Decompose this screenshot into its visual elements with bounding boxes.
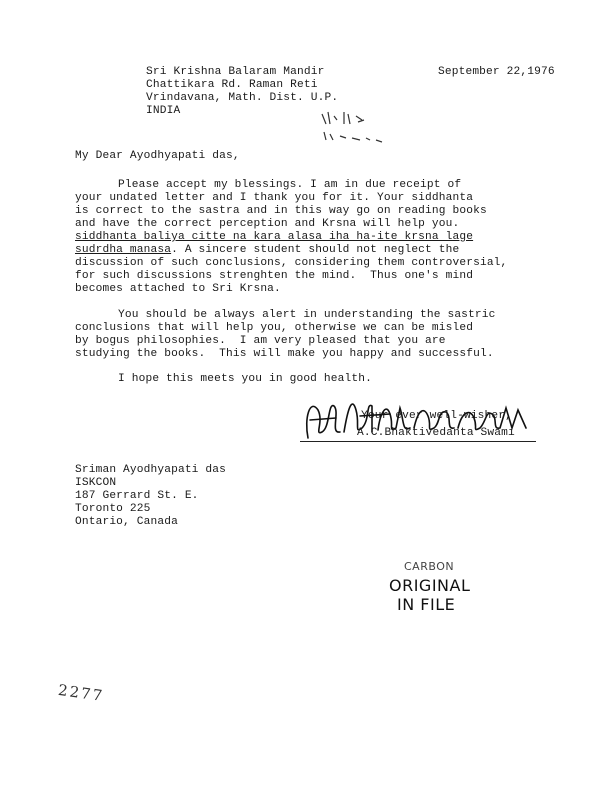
- recipient-line: 187 Gerrard St. E.: [75, 490, 199, 502]
- address-line: Chattikara Rd. Raman Reti: [146, 79, 318, 91]
- signature-rule: [300, 441, 536, 442]
- text-line: [75, 244, 459, 257]
- recipient-line: Toronto 225: [75, 503, 151, 515]
- recipient-line: ISKCON: [75, 477, 117, 489]
- letter-date: September 22,1976: [438, 66, 555, 78]
- original-label: ORIGINAL: [389, 576, 471, 595]
- valediction: Your ever well-wisher,: [361, 410, 512, 422]
- receipt-stamp-mark: [318, 108, 388, 150]
- closing-line: I hope this meets you in good health.: [118, 373, 372, 385]
- address-line: Vrindavana, Math. Dist. U.P.: [146, 92, 339, 104]
- signatory-name: A.C.Bhaktivedanta Swami: [357, 427, 515, 439]
- text-line: by bogus philosophies. I am very pleased that you are: [75, 335, 446, 347]
- text-line: and have the correct perception and Krsna will help you.: [75, 218, 460, 230]
- in-file-label: IN FILE: [397, 595, 456, 614]
- carbon-label: CARBON: [404, 560, 455, 573]
- text-line: conclusions that will help you, otherwise we can be misled: [75, 322, 474, 334]
- address-line: INDIA: [146, 105, 181, 117]
- salutation: My Dear Ayodhyapati das,: [75, 150, 240, 162]
- text-line: becomes attached to Sri Krsna.: [75, 283, 281, 295]
- text-span: . A sincere student should not neglect the: [171, 244, 460, 256]
- text-line: discussion of such conclusions, considering them controversial,: [75, 257, 508, 269]
- verse-line: siddhanta baliya citte na kara alasa iha ha-ite krsna lage: [75, 231, 474, 243]
- handwritten-number: 2277: [56, 680, 106, 706]
- verse-line-end: sudrdha manasa: [75, 244, 172, 256]
- text-line: Please accept my blessings. I am in due receipt of: [118, 179, 462, 191]
- recipient-line: Ontario, Canada: [75, 516, 178, 528]
- text-line: studying the books. This will make you happy and successful.: [75, 348, 494, 360]
- address-line: Sri Krishna Balaram Mandir: [146, 66, 325, 78]
- text-line: for such discussions strenghten the mind. Thus one's mind: [75, 270, 474, 282]
- recipient-line: Sriman Ayodhyapati das: [75, 464, 226, 476]
- text-line: your undated letter and I thank you for it. Your siddhanta: [75, 192, 474, 204]
- text-line: is correct to the sastra and in this way go on reading books: [75, 205, 487, 217]
- text-line: You should be always alert in understanding the sastric: [118, 309, 496, 321]
